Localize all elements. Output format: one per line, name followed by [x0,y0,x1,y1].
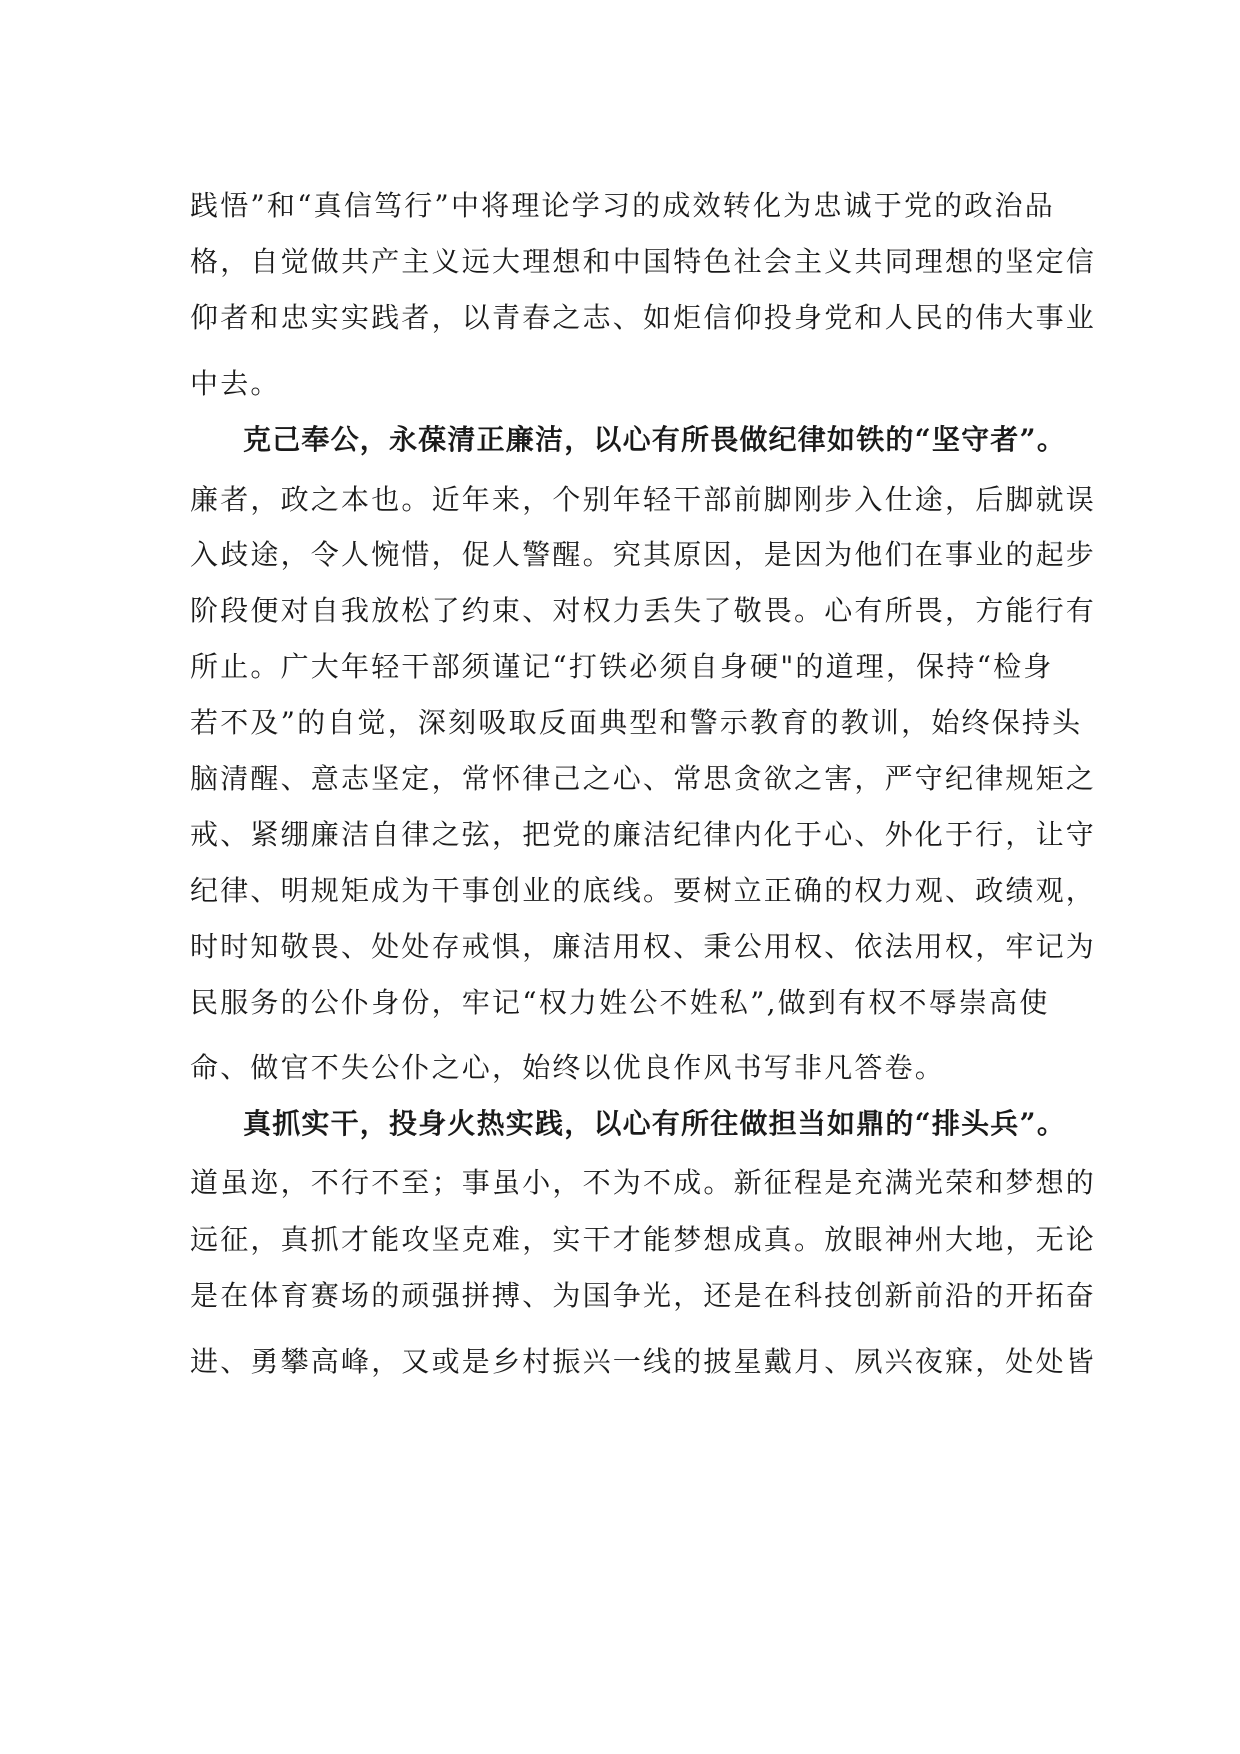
body-text-line: 入歧途，令人惋惜，促人警醒。究其原因，是因为他们在事业的起步 [190,538,1097,571]
body-text-line: 所止。广大年轻干部须谨记“打铁必须自身硬"的道理，保持“检身 [190,650,1054,683]
body-text-line: 道虽迩，不行不至；事虽小，不为不成。新征程是充满光荣和梦想的 [190,1166,1097,1199]
body-text-line: 时时知敬畏、处处存戒惧，廉洁用权、秉公用权、依法用权，牢记为 [190,930,1097,963]
section-heading: 克己奉公，永葆清正廉洁，以心有所畏做纪律如铁的“坚守者”。 [243,423,1067,456]
body-text-line: 是在体育赛场的顽强拼搏、为国争光，还是在科技创新前沿的开拓奋 [190,1279,1097,1312]
body-text-line: 阶段便对自我放松了约束、对权力丢失了敬畏。心有所畏，方能行有 [190,594,1097,627]
body-text-line: 纪律、明规矩成为干事创业的底线。要树立正确的权力观、政绩观， [190,874,1097,907]
body-text-line: 命、做官不失公仆之心，始终以优良作风书写非凡答卷。 [190,1051,946,1084]
body-text-line: 进、勇攀高峰，又或是乡村振兴一线的披星戴月、夙兴夜寐，处处皆 [190,1345,1097,1378]
body-text-line: 廉者，政之本也。近年来，个别年轻干部前脚刚步入仕途，后脚就误 [190,483,1097,516]
body-text-line: 仰者和忠实实践者，以青春之志、如炬信仰投身党和人民的伟大事业 [190,301,1097,334]
body-text-line: 远征，真抓才能攻坚克难，实干才能梦想成真。放眼神州大地，无论 [190,1223,1097,1256]
body-text-line: 戒、紧绷廉洁自律之弦，把党的廉洁纪律内化于心、外化于行，让守 [190,818,1097,851]
body-text-line: 脑清醒、意志坚定，常怀律己之心、常思贪欲之害，严守纪律规矩之 [190,762,1097,795]
body-text-line: 中去。 [190,367,281,400]
section-heading: 真抓实干，投身火热实践，以心有所往做担当如鼎的“排头兵”。 [243,1107,1067,1140]
body-text-line: 若不及”的自觉，深刻吸取反面典型和警示教育的教训，始终保持头 [190,706,1083,739]
body-text-line: 格，自觉做共产主义远大理想和中国特色社会主义共同理想的坚定信 [190,245,1097,278]
body-text-line: 民服务的公仆身份，牢记“权力姓公不姓私”,做到有权不辱崇高使 [190,986,1050,1019]
body-text-line: 践悟”和“真信笃行”中将理论学习的成效转化为忠诚于党的政治品 [190,189,1055,222]
